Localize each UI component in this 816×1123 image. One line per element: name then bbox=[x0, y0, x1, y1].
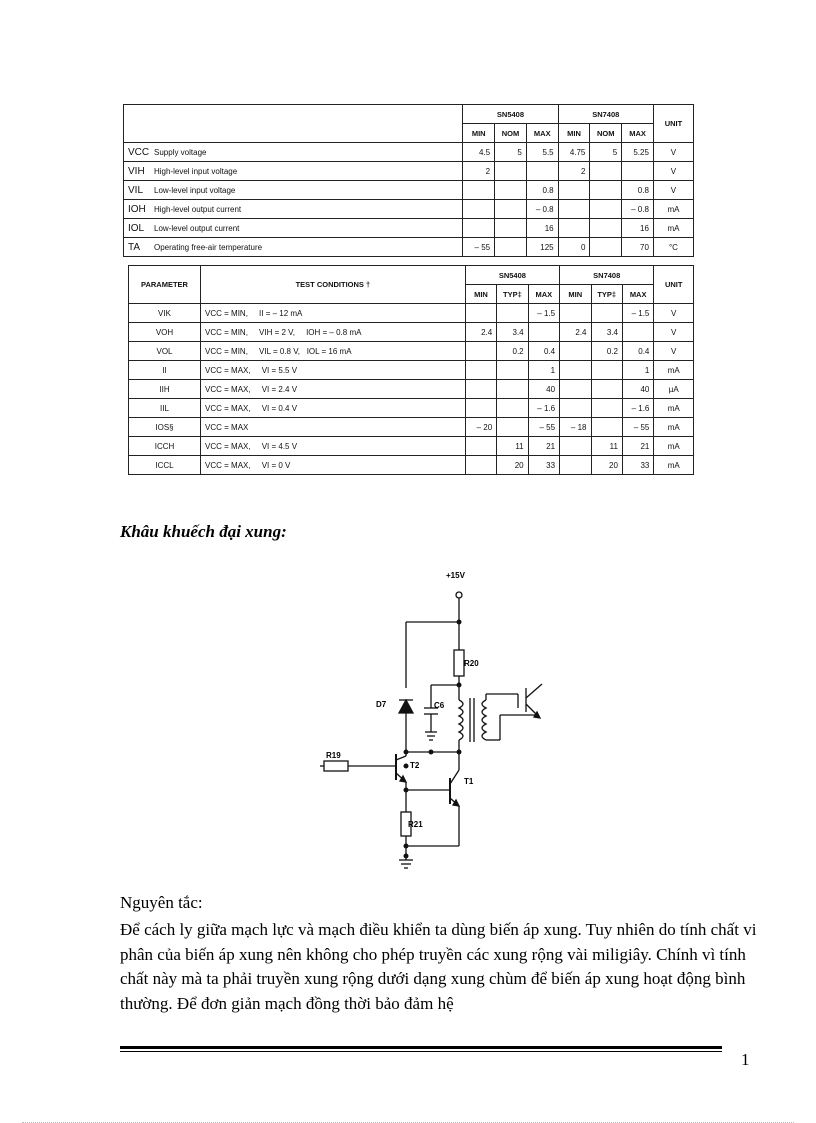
table1-row bbox=[124, 238, 694, 257]
table2-unit-header: UNIT bbox=[654, 266, 694, 304]
table2-parameter: VOH bbox=[129, 323, 201, 342]
table1-subheader-0: MIN bbox=[463, 124, 495, 143]
table2-parameter: IOS§ bbox=[129, 418, 201, 437]
r19-label: R19 bbox=[326, 751, 341, 760]
table2-param-header: PARAMETER bbox=[129, 266, 201, 304]
section-heading: Khâu khuếch đại xung: bbox=[120, 522, 287, 541]
table2-parameter: ICCH bbox=[129, 437, 201, 456]
table2-value: 0.4 bbox=[622, 342, 653, 361]
table1-value: – 0.8 bbox=[526, 200, 558, 219]
table2-value bbox=[560, 437, 591, 456]
table2-value bbox=[591, 361, 622, 380]
table1-param-cell bbox=[124, 238, 463, 257]
table1-unit: °C bbox=[653, 238, 693, 257]
table1-symbol: VCC bbox=[128, 146, 150, 158]
table1-row bbox=[124, 219, 694, 238]
table2-value: 0.2 bbox=[497, 342, 528, 361]
table2-parameter: ICCL bbox=[129, 456, 201, 475]
table2-value bbox=[465, 361, 496, 380]
table2-value: – 1.6 bbox=[622, 399, 653, 418]
table1-value: 125 bbox=[526, 238, 558, 257]
table2-value bbox=[591, 304, 622, 323]
table2-unit: V bbox=[654, 304, 694, 323]
table1-value bbox=[558, 181, 590, 200]
table1-value bbox=[558, 200, 590, 219]
table1-description: Operating free-air temperature bbox=[154, 242, 263, 252]
table2-unit: mA bbox=[654, 456, 694, 475]
table1-param-cell bbox=[124, 181, 463, 200]
table1-group2: SN7408 bbox=[558, 105, 653, 124]
table1-value bbox=[590, 219, 622, 238]
table1-unit: V bbox=[653, 143, 693, 162]
table2-subheader-3: MIN bbox=[560, 285, 591, 304]
table2-condition: VCC = MIN, VIH = 2 V, IOH = – 0.8 mA bbox=[201, 323, 466, 342]
table2-unit: mA bbox=[654, 361, 694, 380]
table1-value bbox=[558, 219, 590, 238]
table2-value: – 1.5 bbox=[528, 304, 559, 323]
table2-unit: mA bbox=[654, 399, 694, 418]
table1-symbol: TA bbox=[128, 241, 141, 253]
table2-value bbox=[497, 399, 528, 418]
r21-label: R21 bbox=[408, 820, 423, 829]
r20-label: R20 bbox=[464, 659, 479, 668]
table1-value bbox=[463, 200, 495, 219]
table2-value: 33 bbox=[528, 456, 559, 475]
table2-condition: VCC = MAX, VI = 0 V bbox=[201, 456, 466, 475]
t1-label: T1 bbox=[464, 777, 474, 786]
table1-value: 16 bbox=[526, 219, 558, 238]
table1-value: 4.5 bbox=[463, 143, 495, 162]
table2-subheader-2: MAX bbox=[528, 285, 559, 304]
table2-value bbox=[560, 304, 591, 323]
t2-label: T2 bbox=[410, 761, 420, 770]
table2-value bbox=[497, 361, 528, 380]
table2-condition: VCC = MAX bbox=[201, 418, 466, 437]
table1-row bbox=[124, 143, 694, 162]
table1-value: – 55 bbox=[463, 238, 495, 257]
transformer-primary bbox=[459, 700, 463, 740]
table1-value: 0.8 bbox=[526, 181, 558, 200]
table2-value: 0.4 bbox=[528, 342, 559, 361]
table2-subheader-5: MAX bbox=[622, 285, 653, 304]
table1-symbol: IOL bbox=[128, 222, 145, 234]
table2-row bbox=[129, 304, 694, 323]
table2-group2: SN7408 bbox=[560, 266, 654, 285]
table1-description: Low-level input voltage bbox=[154, 185, 236, 195]
table1-group1: SN5408 bbox=[463, 105, 558, 124]
table2-value: 40 bbox=[528, 380, 559, 399]
table1-description: Supply voltage bbox=[154, 147, 207, 157]
table1-subheader-3: MIN bbox=[558, 124, 590, 143]
pulse-amplifier-circuit bbox=[300, 560, 560, 880]
r20-resistor bbox=[454, 650, 464, 676]
table1-value: 5.25 bbox=[622, 143, 654, 162]
table2-condition: VCC = MAX, VI = 5.5 V bbox=[201, 361, 466, 380]
table2-unit: mA bbox=[654, 418, 694, 437]
table2-subheader-0: MIN bbox=[465, 285, 496, 304]
table2-row bbox=[129, 342, 694, 361]
table2-row bbox=[129, 418, 694, 437]
table2-value bbox=[622, 323, 653, 342]
table2-unit: µA bbox=[654, 380, 694, 399]
table2-row bbox=[129, 361, 694, 380]
table1-unit: mA bbox=[653, 219, 693, 238]
table1-value bbox=[622, 162, 654, 181]
table1-row bbox=[124, 162, 694, 181]
table2-value bbox=[465, 342, 496, 361]
table2-value bbox=[560, 380, 591, 399]
table2-value bbox=[465, 456, 496, 475]
table2-row bbox=[129, 399, 694, 418]
table2-value bbox=[560, 361, 591, 380]
table1-param-cell bbox=[124, 162, 463, 181]
c6-label: C6 bbox=[434, 701, 445, 710]
table1-symbol: VIH bbox=[128, 165, 145, 177]
table2-row bbox=[129, 456, 694, 475]
table1-value bbox=[495, 162, 527, 181]
table1-value bbox=[590, 181, 622, 200]
table2-value: – 1.5 bbox=[622, 304, 653, 323]
table1-param-cell bbox=[124, 143, 463, 162]
table1-symbol: VIL bbox=[128, 184, 144, 196]
table1-value bbox=[463, 181, 495, 200]
table1-unit: mA bbox=[653, 200, 693, 219]
body-paragraph: Để cách ly giữa mạch lực và mạch điều khiển ta dùng biến áp xung. Tuy nhiên do tính chất vi phân của biến áp xung nên không cho phép truyền các xung rộng vài miligiây. Chính vì tính chất này mà ta phải truyền xung rộng dưới dạng xung chùm để biến áp xung hoạt động bình thường. Để đơn giản mạch đồng thời bảo đảm hệ bbox=[120, 920, 757, 1013]
footer-rule-thin bbox=[120, 1051, 722, 1052]
table1-value: 70 bbox=[622, 238, 654, 257]
table1-description: Low-level output current bbox=[154, 223, 240, 233]
table2-value: 3.4 bbox=[591, 323, 622, 342]
table1-description: High-level input voltage bbox=[154, 166, 238, 176]
supply-label: +15V bbox=[446, 571, 465, 580]
table1-value bbox=[526, 162, 558, 181]
table2-value: 11 bbox=[497, 437, 528, 456]
table2-value: 0.2 bbox=[591, 342, 622, 361]
table2-value bbox=[497, 380, 528, 399]
table2-value: 20 bbox=[591, 456, 622, 475]
table1-value bbox=[590, 238, 622, 257]
table2-value bbox=[560, 342, 591, 361]
table2-value: 1 bbox=[528, 361, 559, 380]
footer-rule-thick bbox=[120, 1046, 722, 1049]
table2-value bbox=[560, 456, 591, 475]
recommended-conditions-table bbox=[123, 104, 694, 257]
table2-value: 3.4 bbox=[497, 323, 528, 342]
table2-value: 21 bbox=[528, 437, 559, 456]
table2-value bbox=[591, 399, 622, 418]
table2-parameter: II bbox=[129, 361, 201, 380]
table1-unit: V bbox=[653, 181, 693, 200]
table2-value: 11 bbox=[591, 437, 622, 456]
table2-value bbox=[497, 418, 528, 437]
table2-condition: VCC = MAX, VI = 0.4 V bbox=[201, 399, 466, 418]
table1-value: 2 bbox=[558, 162, 590, 181]
table2-unit: mA bbox=[654, 437, 694, 456]
table2-value: – 55 bbox=[622, 418, 653, 437]
table2-value: 33 bbox=[622, 456, 653, 475]
table2-parameter: VIK bbox=[129, 304, 201, 323]
table2-row bbox=[129, 437, 694, 456]
table1-value: 0 bbox=[558, 238, 590, 257]
table2-cond-header: TEST CONDITIONS † bbox=[201, 266, 466, 304]
table1-value bbox=[590, 162, 622, 181]
table2-value bbox=[465, 380, 496, 399]
table1-unit: V bbox=[653, 162, 693, 181]
table2-value bbox=[497, 304, 528, 323]
table2-value: 21 bbox=[622, 437, 653, 456]
table2-condition: VCC = MIN, II = – 12 mA bbox=[201, 304, 466, 323]
d7-label: D7 bbox=[376, 700, 387, 709]
table2-subheader-4: TYP‡ bbox=[591, 285, 622, 304]
table1-value bbox=[495, 238, 527, 257]
table1-param-cell bbox=[124, 200, 463, 219]
table2-unit: V bbox=[654, 342, 694, 361]
table2-value: 40 bbox=[622, 380, 653, 399]
table2-value bbox=[465, 399, 496, 418]
table2-value: – 1.6 bbox=[528, 399, 559, 418]
table2-value bbox=[528, 323, 559, 342]
table2-value: 2.4 bbox=[465, 323, 496, 342]
table2-value: – 18 bbox=[560, 418, 591, 437]
electrical-characteristics-table bbox=[128, 265, 694, 475]
table1-subheader-5: MAX bbox=[622, 124, 654, 143]
table2-subheader-1: TYP‡ bbox=[497, 285, 528, 304]
table2-unit: V bbox=[654, 323, 694, 342]
table1-subheader-2: MAX bbox=[526, 124, 558, 143]
paragraph-title: Nguyên tắc: bbox=[120, 893, 203, 912]
table2-value bbox=[560, 399, 591, 418]
table2-value: – 20 bbox=[465, 418, 496, 437]
table1-value: 2 bbox=[463, 162, 495, 181]
table2-value bbox=[465, 437, 496, 456]
table1-value: 5 bbox=[590, 143, 622, 162]
table2-condition: VCC = MIN, VIL = 0.8 V, IOL = 16 mA bbox=[201, 342, 466, 361]
table1-value: 16 bbox=[622, 219, 654, 238]
table1-value: – 0.8 bbox=[622, 200, 654, 219]
d7-diode bbox=[399, 700, 413, 713]
table2-value bbox=[591, 418, 622, 437]
table2-value: 20 bbox=[497, 456, 528, 475]
table1-value: 0.8 bbox=[622, 181, 654, 200]
table2-group1: SN5408 bbox=[465, 266, 559, 285]
table1-param-cell bbox=[124, 219, 463, 238]
table1-subheader-4: NOM bbox=[590, 124, 622, 143]
table2-value: 1 bbox=[622, 361, 653, 380]
table2-condition: VCC = MAX, VI = 4.5 V bbox=[201, 437, 466, 456]
table1-corner bbox=[124, 105, 463, 143]
table1-value: 5 bbox=[495, 143, 527, 162]
table1-value: 5.5 bbox=[526, 143, 558, 162]
table1-value bbox=[463, 219, 495, 238]
table1-row bbox=[124, 181, 694, 200]
table1-value: 4.75 bbox=[558, 143, 590, 162]
table1-value bbox=[590, 200, 622, 219]
table1-subheader-1: NOM bbox=[495, 124, 527, 143]
table1-unit-header: UNIT bbox=[653, 105, 693, 143]
table2-parameter: IIH bbox=[129, 380, 201, 399]
supply-terminal bbox=[456, 592, 462, 598]
table2-parameter: VOL bbox=[129, 342, 201, 361]
table2-value: – 55 bbox=[528, 418, 559, 437]
table1-value bbox=[495, 181, 527, 200]
table2-condition: VCC = MAX, VI = 2.4 V bbox=[201, 380, 466, 399]
table2-row bbox=[129, 323, 694, 342]
table1-value bbox=[495, 200, 527, 219]
transformer-secondary bbox=[482, 700, 486, 740]
r19-resistor bbox=[324, 761, 348, 771]
table1-value bbox=[495, 219, 527, 238]
table1-row bbox=[124, 200, 694, 219]
table1-symbol: IOH bbox=[128, 203, 146, 215]
table2-value: 2.4 bbox=[560, 323, 591, 342]
table1-description: High-level output current bbox=[154, 204, 242, 214]
table2-value bbox=[465, 304, 496, 323]
table2-row bbox=[129, 380, 694, 399]
table2-value bbox=[591, 380, 622, 399]
page-number: 1 bbox=[741, 1050, 750, 1069]
table2-parameter: IIL bbox=[129, 399, 201, 418]
